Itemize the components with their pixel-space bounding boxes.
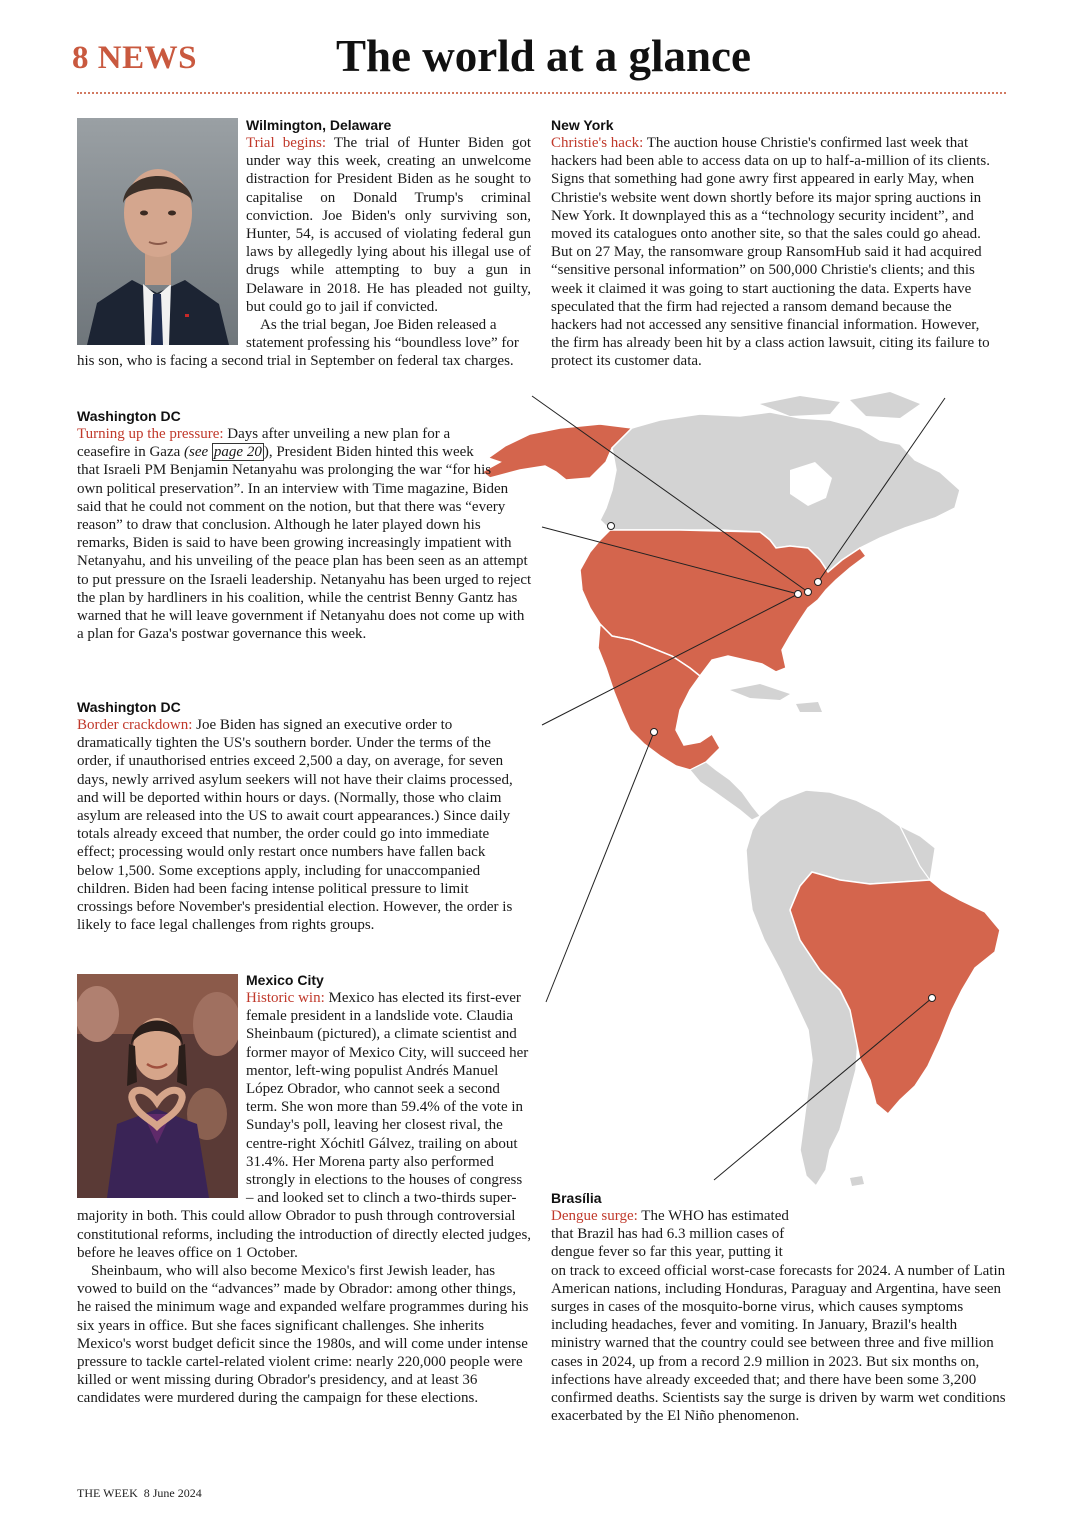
story-body: The auction house Christie's confirmed last week that hackers had been able to access data on up to half-a-million of its clients. Signs that something had gone awry first appeared in early May, when Christie's website went down shortly before its major spring auctions in New York. It downplayed this as a “technology security incident”, and moved its catalogues onto another site, so that the sales could go ahead. But on 27 May, the ransomware group RansomHub said it had acquired “sensitive personal information” on 500,000 Christie's clients; and this week it claimed it was going to start auctioning the data. Experts have speculated that the firm had rejected a ransom demand because the hackers had not accessed any sensitive financial information. However, the firm has already been hit by a class action lawsuit, citing its failure to protect its customer data. (551, 135, 991, 370)
story-body-continued: ), President Biden hinted this week that Israeli PM Benjamin Netanyahu was prolonging the war “for his own political preservation”. In an interview with Time magazine, Biden said that he could not comment on the notion, but that there was “every reason” to draw that conclusion. Although he later played down his remarks, Biden is said to have been growing increasingly impatient with Netanyahu, and his unveiling of the peace plan has been seen as an attempt to put pressure on the Israeli leadership. Netanyahu has been urged to reject the plan by hardliners in his coalition, while the centrist Benny Gantz has warned that he will leave government if Netanyahu does not come up with a plan for Gaza's postwar governance this week. (77, 444, 532, 643)
leader-line-mexico (546, 732, 654, 1002)
story-brasilia (551, 1189, 1006, 1425)
story-newyork (551, 116, 995, 371)
map-central-america (690, 762, 760, 820)
story-washington-border (77, 698, 524, 934)
page-footer: THE WEEK 8 June 2024 (77, 1486, 202, 1500)
story-body: Mexico has elected its first-ever female president in a landslide vote. Claudia Sheinbaum (pictured), a climate scientist and former mayor of Mexico City, will succeed her mentor, left-wing populist Andrés Manuel López Obrador, who cannot seek a second term. She won more than 59.4% of the vote in Sunday's poll, leaving her closest rival, the centre-right Xóchitl Gálvez, trailing on about 31.4%. Her Morena party also performed strongly in elections to the houses of congress – and looked set to clinch a two-thirds super-majority in both. This could allow Obrador to push through controversial constitutional reforms, including the introduction of directly elected judges, before he leaves office on 1 October. (77, 990, 532, 1261)
marker-wilmington (805, 589, 812, 596)
map-cuba (730, 684, 790, 700)
story-body: Joe Biden has signed an executive order to dramatically tighten the US's southern border. Under the terms of the order, if unauthorised entries exceed 2,500 a day, on average, for seven days, newly arrived asylum seekers will not have their claims processed, and will be deported within hours or days. (Normally, those who claim asylum are released into the US to await court appearances.) Since daily totals already exceed that number, the order could go into immediate effect; processing would only restart once numbers have fallen back below 1,500. Some exceptions apply, including for unaccompanied children. Biden had been facing intense political pressure to limit crossings before November's presidential election. However, the order is likely to face legal challenges from rights groups. (77, 717, 513, 934)
story-body: Days after unveiling a new plan for a ceasefire in Gaza (77, 426, 451, 461)
story-wilmington (77, 116, 531, 371)
page-title: The world at a glance (336, 31, 751, 81)
story-headline: Historic win: (246, 990, 325, 1006)
story-headline: Trial begins: (246, 135, 327, 151)
story-headline: Border crackdown: (77, 717, 193, 733)
story-location: Brasília (551, 1190, 602, 1206)
story-body-continued: As the trial began, Joe Biden released a statement professing his “boundless love” for his son, who is facing a second trial in September on federal tax charges. (77, 317, 519, 370)
story-location: Washington DC (77, 699, 181, 715)
story-washington-gaza (77, 407, 532, 643)
story-body: The WHO has estimated that Brazil has had 6.3 million cases of dengue fever so far this year, putting it on track to exceed official worst-case forecasts for 2024. A number of Latin American nations, including Honduras, Paraguay and Argentina, have seen surges in cases of the mosquito-borne virus, which causes symptoms including headaches, fever and vomiting. In January, Brazil's health ministry warned that the country could see between three and five million cases in 2024, up from a record 2.9 million in 2023. But six months on, infections have already exceeded that; and there have been some 3,200 confirmed deaths. Scientists say the surge is driven by warm wet conditions exacerbated by the El Niño phenomenon. (551, 1208, 1006, 1425)
map-hispaniola (796, 702, 822, 712)
story-body-continued: Sheinbaum, who will also become Mexico's first Jewish leader, has vowed to build on the “advances” made by Obrador: among other things, he raised the minimum wage and expanded welfare programmes during his six years in office. But she faces significant challenges. She inherits Mexico's worst budget deficit since the 1980s, and will come under intense pressure to tackle cartel-related violent crime: nearly 220,000 people were killed or went missing during Obrador's presidency, and at least 36 candidates were murdered during the campaign for these elections. (77, 1263, 529, 1407)
story-location: Mexico City (246, 972, 324, 988)
map-falklands (850, 1176, 864, 1186)
see-reference: (see (184, 444, 212, 461)
marker-seattle (608, 523, 615, 530)
story-location: Washington DC (77, 408, 181, 424)
story-headline: Christie's hack: (551, 135, 644, 151)
section-label: 8 NEWS (72, 40, 197, 76)
marker-newyork (815, 579, 822, 586)
story-location: Wilmington, Delaware (246, 117, 392, 133)
page-20-link[interactable]: page 20 (213, 444, 262, 461)
story-mexico (77, 971, 533, 1408)
story-headline: Turning up the pressure: (77, 426, 224, 442)
story-location: New York (551, 117, 614, 133)
story-body: The trial of Hunter Biden got under way this week, creating an unwelcome distraction for President Biden as he sought to capitalise on Donald Trump's criminal conviction. Joe Biden's only surviving son, Hunter, 54, is accused of violating federal gun laws by allegedly lying about his illegal use of drugs while attempting to buy a gun in Delaware in 2018. He has pleaded not guilty, but could go to jail if convicted. (246, 135, 532, 315)
marker-mexico-city (651, 729, 658, 736)
map-arctic-islands (850, 392, 920, 418)
story-headline: Dengue surge: (551, 1208, 638, 1224)
marker-brasilia (929, 995, 936, 1002)
marker-washington (795, 591, 802, 598)
